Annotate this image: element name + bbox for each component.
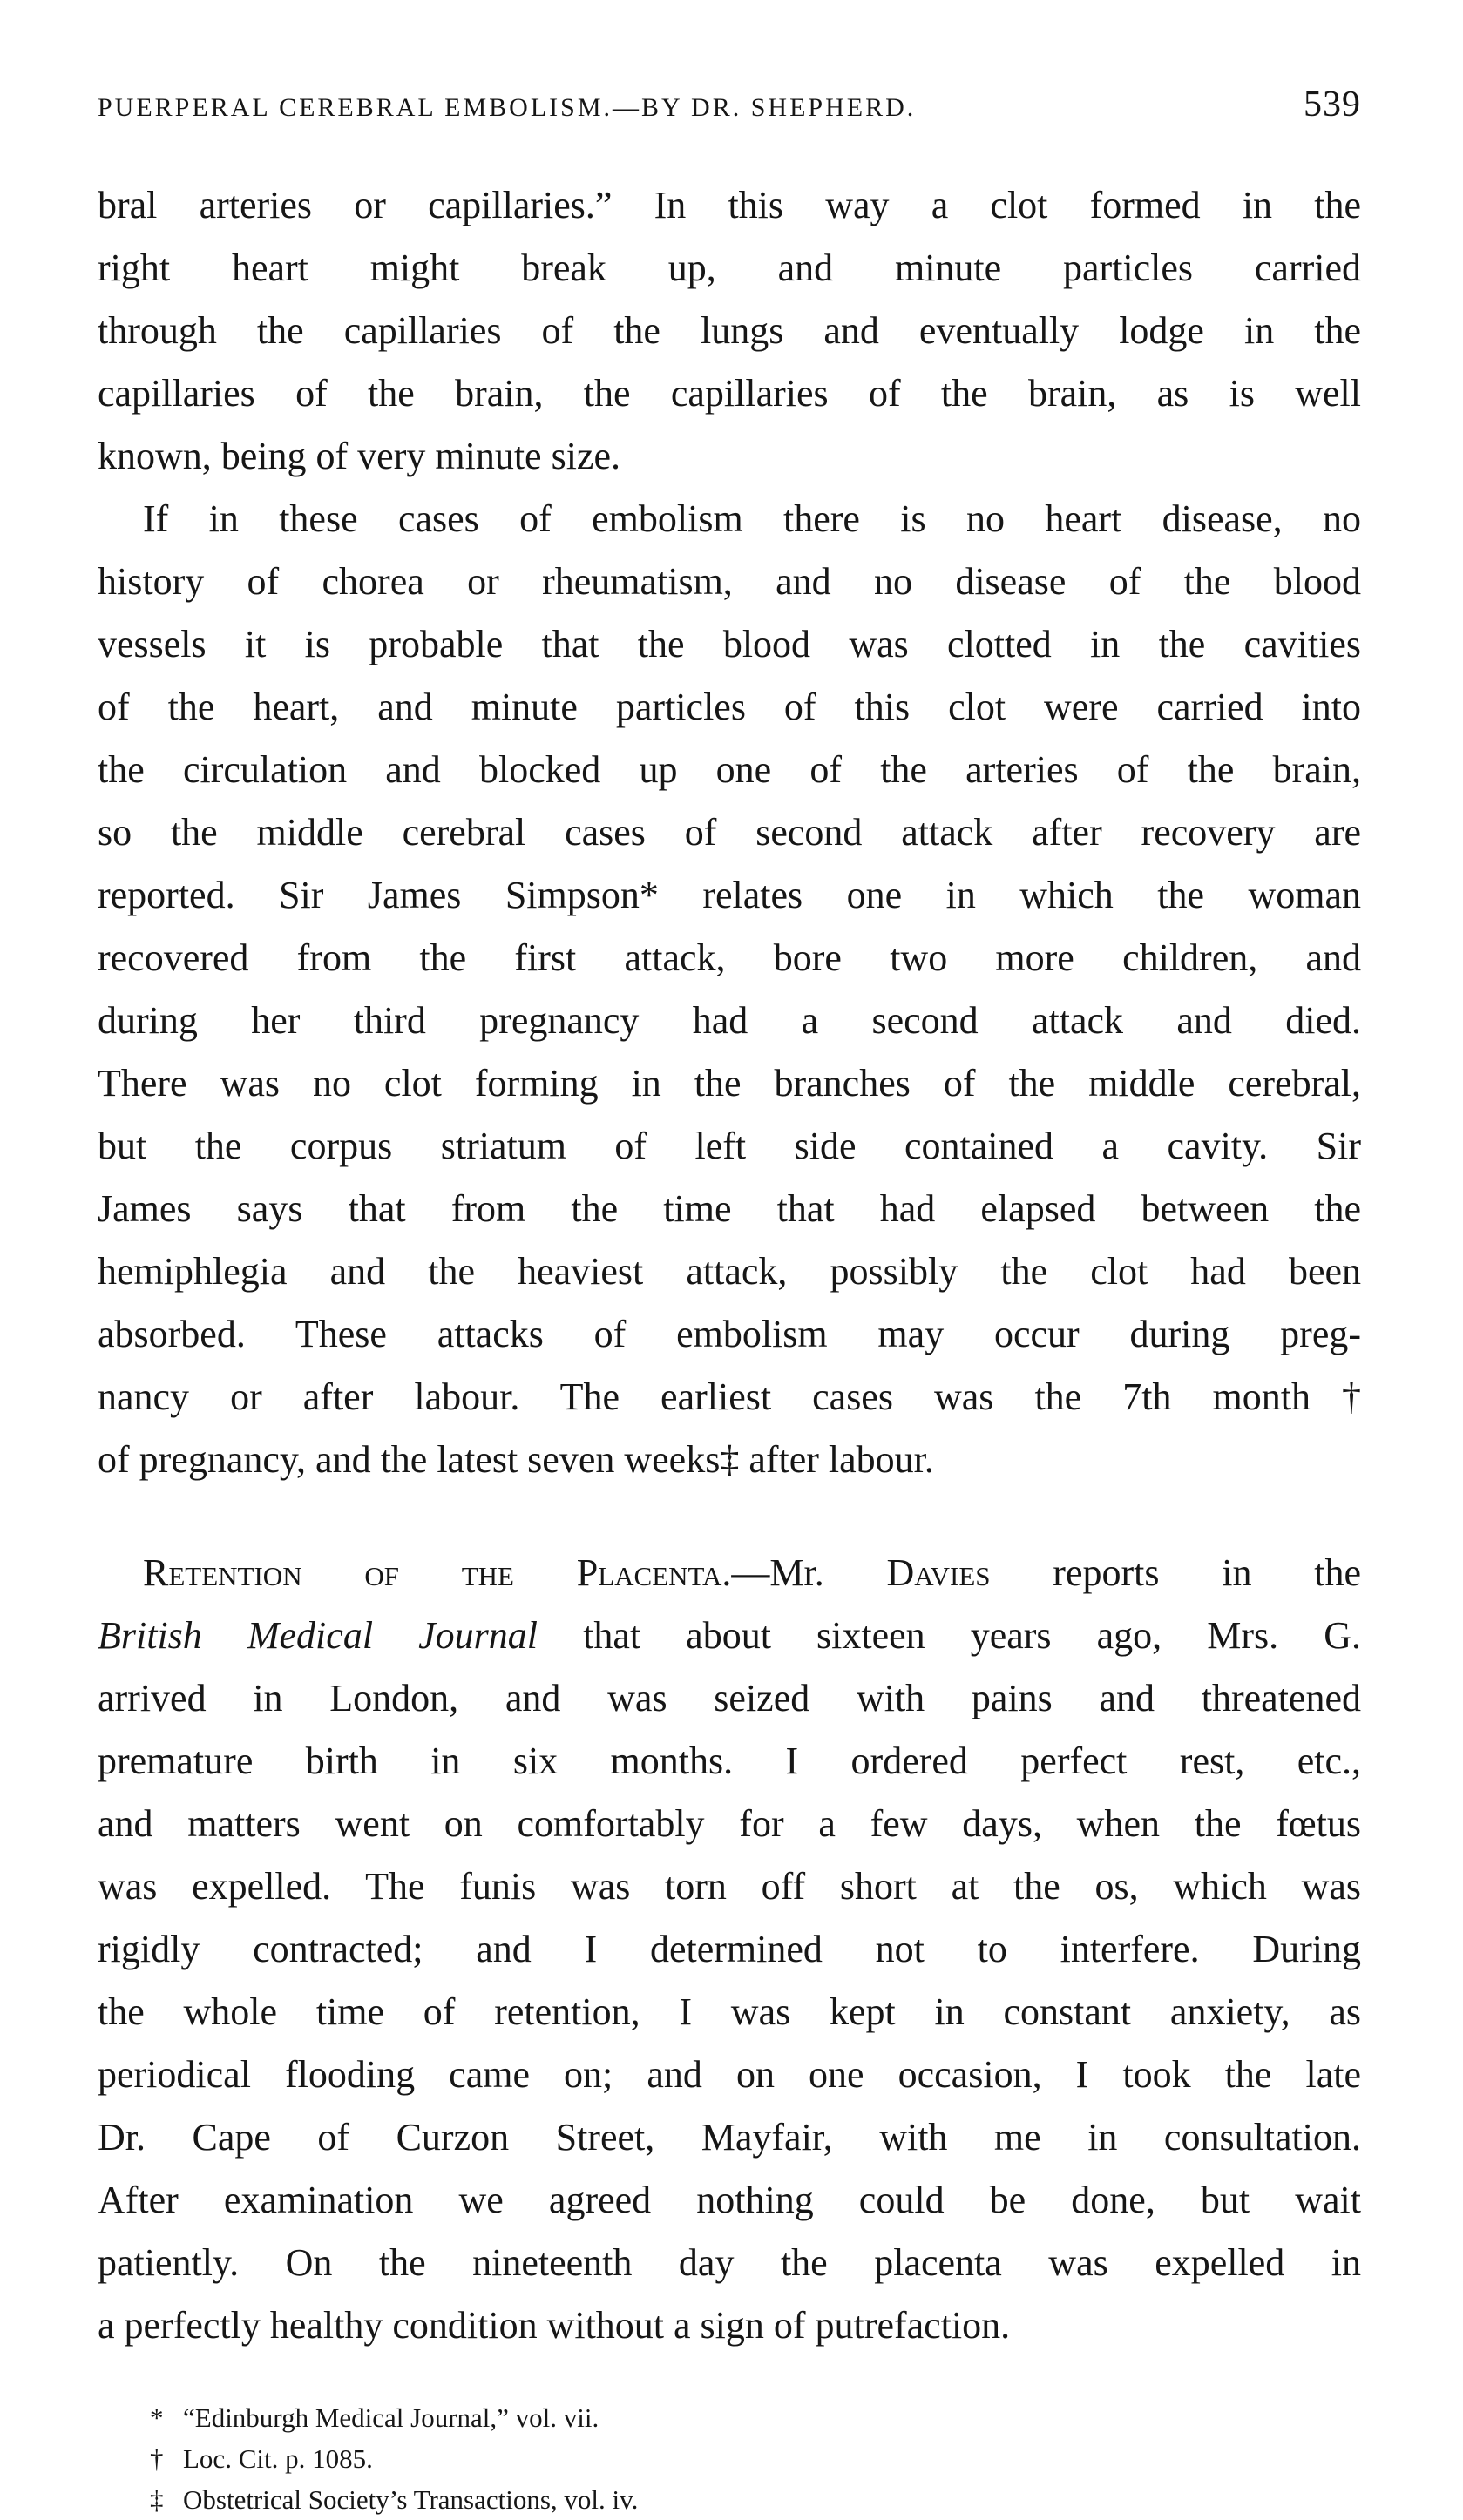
text-line: arrived in London, and was seized with pains and threatened — [98, 1677, 1361, 1719]
text-line: capillaries of the brain, the capillaries of the brain, as is well — [98, 372, 1361, 415]
text-span: that about sixteen years ago, Mrs. G. — [538, 1614, 1361, 1657]
text-span: reports in the — [990, 1551, 1361, 1594]
section-heading: Retention of the Placenta. — [143, 1551, 732, 1594]
footnote-text: “Edinburgh Medical Journal,” vol. vii. — [183, 2402, 599, 2433]
section-gap — [98, 1491, 1361, 1542]
text-line: reported. Sir James Simpson* relates one in which the woman — [98, 874, 1361, 916]
text-line: nancy or after labour. The earliest cases was the 7th month† — [98, 1375, 1361, 1418]
text-line: periodical flooding came on; and on one occasion, I took the late — [98, 2053, 1361, 2096]
footnote-text: Obstetrical Society’s Transactions, vol. iv. — [183, 2484, 639, 2515]
footnote — [98, 2479, 1361, 2520]
text-line: through the capillaries of the lungs and eventually lodge in the — [98, 309, 1361, 352]
text-line: the whole time of retention, I was kept in constant anxiety, as — [98, 1990, 1361, 2033]
text-line: vessels it is probable that the blood was clotted in the cavities — [98, 623, 1361, 665]
text-line: patiently. On the nineteenth day the placenta was expelled in — [98, 2241, 1361, 2284]
text-line — [98, 1542, 1361, 1605]
text-line: so the middle cerebral cases of second attack after recovery are — [98, 811, 1361, 854]
text-line: right heart might break up, and minute particles carried — [98, 247, 1361, 289]
text-line: If in these cases of embolism there is no heart disease, no — [143, 497, 1361, 540]
author-name: Davies — [886, 1551, 991, 1594]
paragraph-retention-of-placenta — [98, 1542, 1361, 2357]
text-line: James says that from the time that had elapsed between the — [98, 1187, 1361, 1230]
text-line: bral arteries or capillaries.” In this way a clot formed in the — [98, 184, 1361, 226]
page-number: 539 — [1304, 84, 1361, 125]
paragraph-embolism-continuation — [98, 174, 1361, 488]
footnote — [98, 2438, 1361, 2479]
running-header — [98, 84, 1361, 139]
footnote-mark: † — [150, 2443, 164, 2474]
text-line: absorbed. These attacks of embolism may occur during preg- — [98, 1313, 1361, 1355]
text-line: a perfectly healthy condition without a sign of putrefaction. — [98, 2304, 1011, 2347]
journal-title: British Medical Journal — [98, 1614, 538, 1657]
book-page — [98, 84, 1361, 2520]
text-span: Mr. — [769, 1551, 887, 1594]
text-line — [98, 1605, 1361, 1667]
text-line: and matters went on comfortably for a few days, when the fœtus — [98, 1802, 1361, 1845]
paragraph-embolism-cases — [98, 488, 1361, 1491]
text-line: history of chorea or rheumatism, and no disease of the blood — [98, 560, 1361, 603]
running-title: PUERPERAL CEREBRAL EMBOLISM.—BY DR. SHEPHERD. — [98, 93, 917, 122]
text-line: of the heart, and minute particles of this clot were carried into — [98, 686, 1361, 728]
footnote-mark: ‡ — [150, 2484, 164, 2515]
text-line: After examination we agreed nothing could be done, but wait — [98, 2179, 1361, 2221]
text-line: There was no clot forming in the branches of the middle cerebral, — [98, 1062, 1361, 1105]
text-line: but the corpus striatum of left side contained a cavity. Sir — [98, 1125, 1361, 1167]
em-dash: — — [731, 1551, 770, 1594]
text-line: premature birth in six months. I ordered perfect rest, etc., — [98, 1740, 1361, 1782]
text-line: hemiphlegia and the heaviest attack, possibly the clot had been — [98, 1250, 1361, 1293]
text-line: Dr. Cape of Curzon Street, Mayfair, with me in consultation. — [98, 2116, 1361, 2159]
text-line: recovered from the first attack, bore two more children, and — [98, 936, 1361, 979]
text-line: was expelled. The funis was torn off short at the os, which was — [98, 1865, 1361, 1908]
body-text — [98, 174, 1361, 2357]
text-line: rigidly contracted; and I determined not to interfere. During — [98, 1928, 1361, 1970]
footnote-text: Loc. Cit. p. 1085. — [183, 2443, 373, 2474]
text-line: of pregnancy, and the latest seven weeks‡ after labour. — [98, 1438, 934, 1481]
text-line: known, being of very minute size. — [98, 435, 620, 477]
text-line: during her third pregnancy had a second attack and died. — [98, 999, 1361, 1042]
footnote — [98, 2397, 1361, 2438]
footnote-mark: * — [150, 2402, 164, 2433]
text-line: the circulation and blocked up one of the arteries of the brain, — [98, 748, 1361, 791]
footnotes — [98, 2397, 1361, 2520]
